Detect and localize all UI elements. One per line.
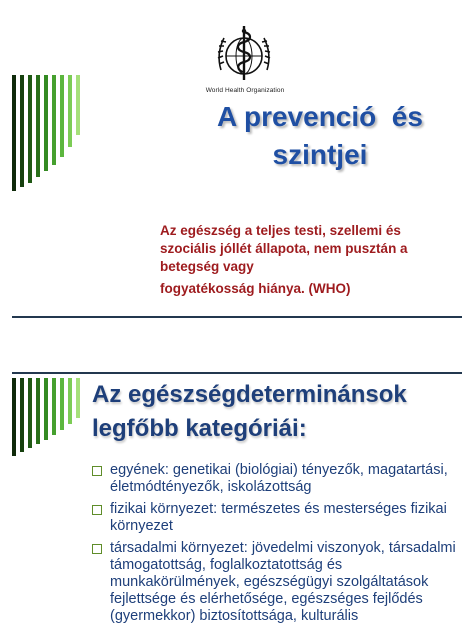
determinants-list (92, 462, 464, 630)
quote-attribution: fogyatékosság hiánya. (WHO) (160, 281, 351, 296)
who-logo-caption: World Health Organization (205, 87, 285, 94)
stripe (60, 378, 64, 430)
stripe (20, 75, 24, 187)
decorative-stripes (12, 75, 80, 191)
top-rule (12, 372, 462, 374)
stripe (20, 378, 24, 452)
title-line: szintjei (272, 139, 368, 170)
stripe (52, 378, 56, 435)
title-line: A prevenció és (217, 101, 423, 132)
title-line: Az egészségdeterminánsok (92, 381, 407, 408)
square-bullet-icon (92, 505, 102, 515)
stripe (44, 75, 48, 171)
list-item-text: társadalmi környezet: jövedelmi viszonyok, társadalmi támogatottság, foglalkoztatottság és munkakörülmények, egészségügyi szolgáltatások fejlettsége és elérhetősége, egészséges fejlődés (gyermekkor) biztosítottsága, kulturális (110, 540, 456, 624)
stripe (60, 75, 64, 157)
stripe (12, 378, 16, 456)
stripe (76, 75, 80, 135)
title-line: legfőbb kategóriái: (92, 415, 307, 442)
bottom-rule (12, 316, 462, 318)
list-item-text: fizikai környezet: természetes és mesterséges fizikai környezet (110, 501, 447, 534)
list-item (92, 501, 464, 535)
quote-text: Az egészség a teljes testi, szellemi és szociális jóllét állapota, nem pusztán a betegség vagy (160, 223, 408, 274)
slide-1-title (170, 98, 470, 174)
stripe (36, 378, 40, 444)
stripe (68, 378, 72, 424)
stripe (52, 75, 56, 165)
stripe (12, 75, 16, 191)
who-definition-quote (160, 222, 460, 298)
list-item (92, 540, 464, 625)
stripe (28, 75, 32, 183)
stripe (68, 75, 72, 147)
square-bullet-icon (92, 466, 102, 476)
decorative-stripes (12, 378, 80, 456)
stripe (44, 378, 48, 440)
list-item-text: egyének: genetikai (biológiai) tényezők, magatartási, életmódtényezők, iskolázottság (110, 462, 448, 495)
square-bullet-icon (92, 544, 102, 554)
stripe (28, 378, 32, 448)
slide-2-title (92, 378, 472, 446)
stripe (76, 378, 80, 418)
stripe (36, 75, 40, 177)
list-item (92, 462, 464, 496)
